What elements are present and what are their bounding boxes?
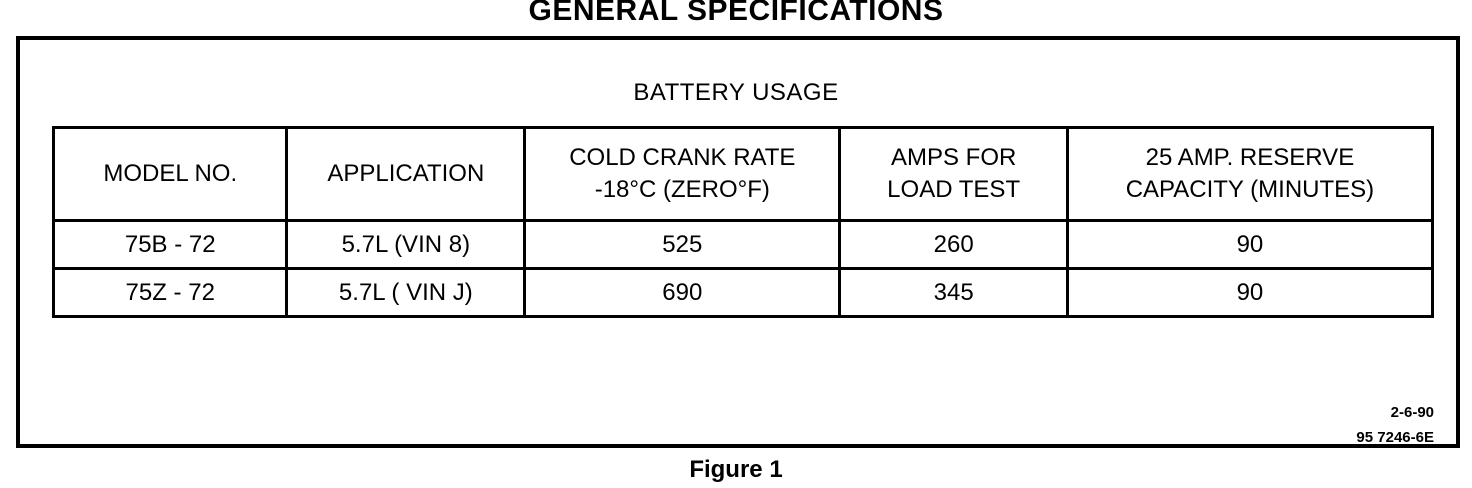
table-row (54, 269, 1433, 317)
cell-amps-load-test: 345 (840, 269, 1067, 317)
header-reserve-capacity-line2: CAPACITY (MINUTES) (1125, 176, 1375, 203)
header-amps-load-test-line2: LOAD TEST (887, 176, 1021, 203)
header-cold-crank-rate-line1: COLD CRANK RATE (569, 144, 796, 171)
document-code (1356, 400, 1434, 450)
header-reserve-capacity-line1: 25 AMP. RESERVE (1145, 144, 1355, 171)
cell-reserve-capacity: 90 (1067, 221, 1432, 269)
header-application: APPLICATION (287, 128, 525, 221)
header-amps-load-test (840, 128, 1067, 221)
document-number: 95 7246-6E (1356, 429, 1434, 446)
cell-amps-load-test: 260 (840, 221, 1067, 269)
figure-caption: Figure 1 (689, 456, 783, 483)
cell-application: 5.7L (VIN 8) (287, 221, 525, 269)
cell-model-no: 75B - 72 (54, 221, 287, 269)
header-cold-crank-rate-line2: -18°C (ZERO°F) (594, 176, 770, 203)
page-title: GENERAL SPECIFICATIONS (528, 0, 944, 27)
header-amps-load-test-line1: AMPS FOR (890, 144, 1017, 171)
header-model-no: MODEL NO. (54, 128, 287, 221)
header-reserve-capacity (1067, 128, 1432, 221)
cell-cold-crank-rate: 690 (525, 269, 840, 317)
cell-application: 5.7L ( VIN J) (287, 269, 525, 317)
document-date: 2-6-90 (1390, 404, 1434, 421)
header-cold-crank-rate (525, 128, 840, 221)
table-header-row (54, 128, 1433, 221)
cell-cold-crank-rate: 525 (525, 221, 840, 269)
table-row (54, 221, 1433, 269)
battery-usage-table (52, 126, 1434, 318)
section-title: BATTERY USAGE (633, 79, 839, 106)
cell-model-no: 75Z - 72 (54, 269, 287, 317)
cell-reserve-capacity: 90 (1067, 269, 1432, 317)
